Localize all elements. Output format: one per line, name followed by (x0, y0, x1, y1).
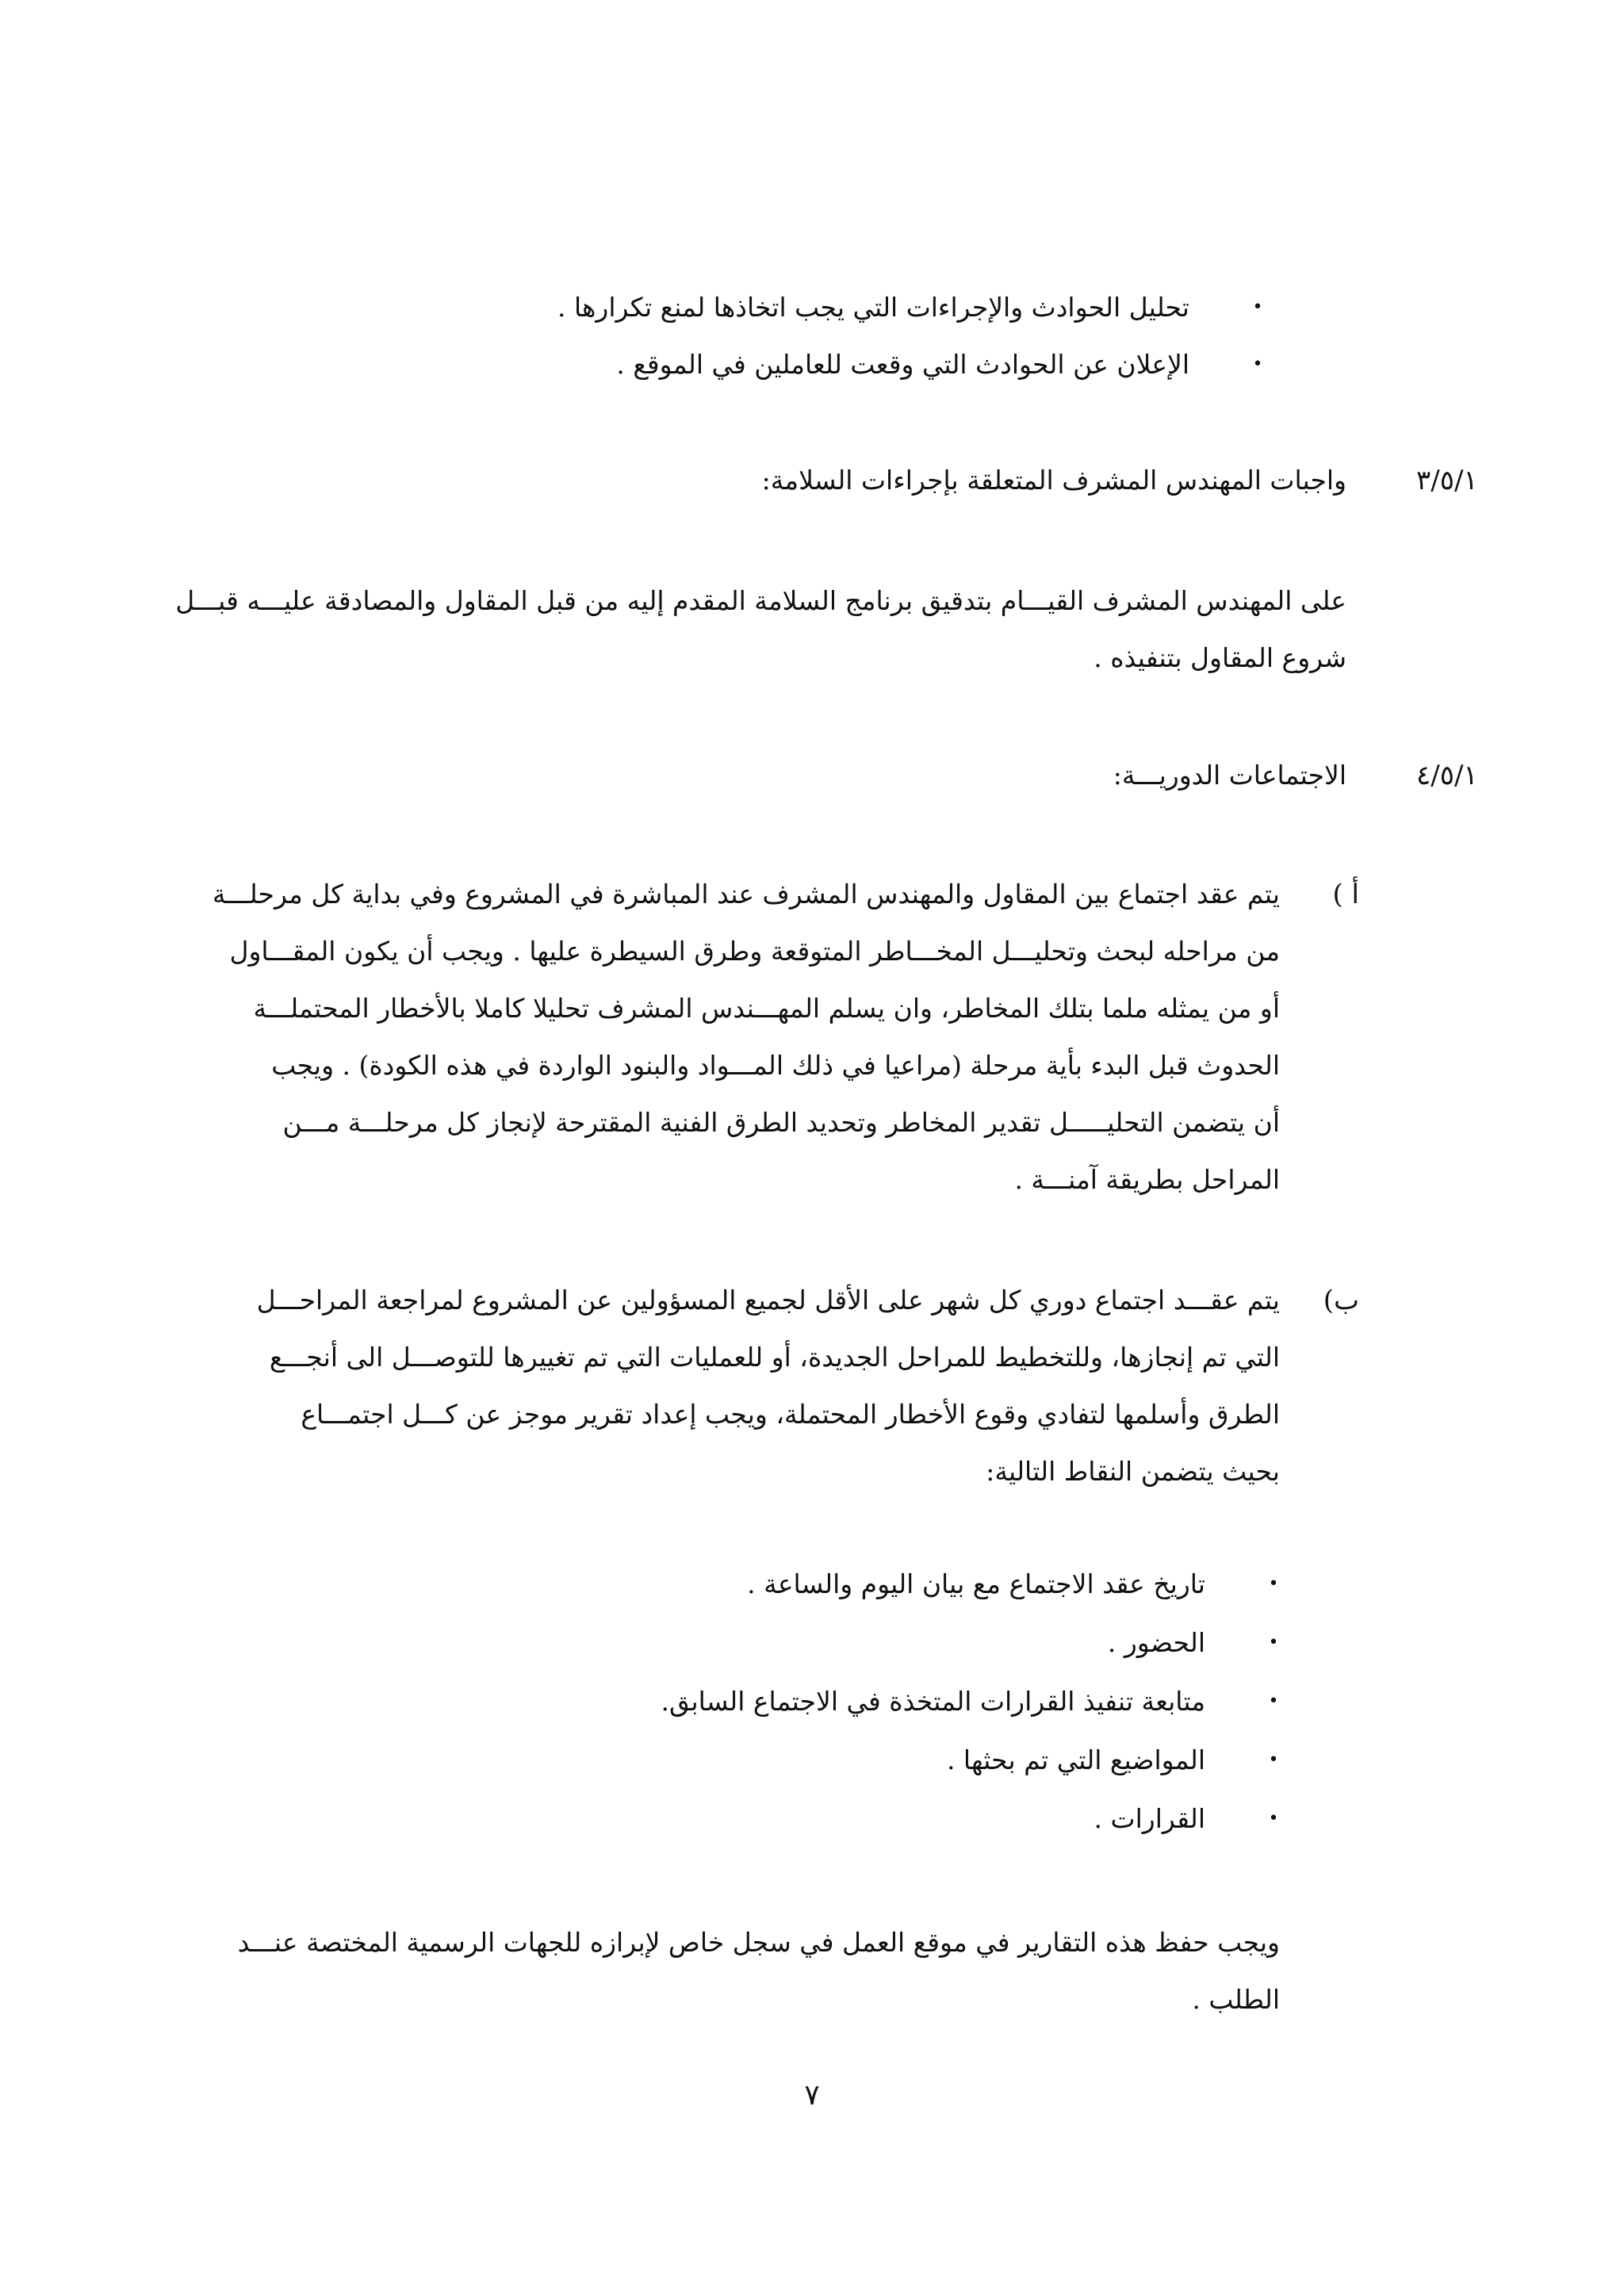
bullet-text: الإعلان عن الحوادث التي وقعت للعاملين في الموقع . (616, 349, 1189, 380)
paragraph-line: من مراحله لبحث وتحليـــل المخـــاطر المتوقعة وطرق السيطرة عليها . ويجب أن يكون المقـــاول (229, 936, 1280, 967)
bullet-dot: • (1268, 1750, 1279, 1770)
bullet-dot: • (1252, 297, 1263, 317)
bullet-dot: • (1268, 1809, 1279, 1829)
section-number: ٣/٥/١ (1416, 465, 1478, 496)
bullet-text: تحليل الحوادث والإجراءات التي يجب اتخاذها لمنع تكرارها . (557, 292, 1189, 323)
paragraph-line: شروع المقاول بتنفيذه . (1094, 642, 1346, 673)
bullet-dot: • (1252, 354, 1263, 374)
item-marker-b: ب) (1323, 1285, 1359, 1316)
item-marker-a: أ ) (1332, 879, 1359, 910)
paragraph-line: أن يتضمن التحليـــــل تقدير المخاطر وتحديد الطرق الفنية المقترحة لإنجاز كل مرحلـــة مـــن (282, 1107, 1280, 1138)
section-heading: الاجتماعات الدوريـــة: (1113, 760, 1346, 791)
section-number: ٤/٥/١ (1416, 760, 1478, 791)
paragraph-line: على المهندس المشرف القيـــام بتدقيق برنامج السلامة المقدم إليه من قبل المقاول والمصادقة عليـــه قبـــل (175, 585, 1346, 616)
paragraph-line: الطلب . (1192, 1984, 1280, 2015)
bullet-dot: • (1268, 1574, 1279, 1594)
paragraph-line: يتم عقد اجتماع بين المقاول والمهندس المشرف عند المباشرة في المشروع وفي بداية كل مرحلـــة (212, 879, 1280, 910)
section-heading: واجبات المهندس المشرف المتعلقة بإجراءات السلامة: (761, 465, 1346, 496)
bullet-text: الحضور . (1107, 1627, 1205, 1658)
paragraph-line: الطرق وأسلمها لتفادي وقوع الأخطار المحتملة، ويجب إعداد تقرير موجز عن كـــل اجتمـــاع (301, 1399, 1280, 1430)
paragraph-line: بحيث يتضمن النقاط التالية: (986, 1456, 1280, 1487)
paragraph-line: الحدوث قبل البدء بأية مرحلة (مراعيا في ذلك المـــواد والبنود الواردة في هذه الكودة) . ويجب (271, 1050, 1280, 1081)
bullet-text: متابعة تنفيذ القرارات المتخذة في الاجتماع السابق. (661, 1686, 1205, 1717)
paragraph-line: ويجب حفظ هذه التقارير في موقع العمل في سجل خاص لإبرازه للجهات الرسمية المختصة عنـــد (237, 1927, 1280, 1958)
bullet-dot: • (1268, 1691, 1279, 1711)
bullet-text: تاريخ عقد الاجتماع مع بيان اليوم والساعة . (747, 1568, 1205, 1599)
bullet-text: المواضيع التي تم بحثها . (946, 1744, 1205, 1775)
page-number: ٧ (804, 2079, 820, 2112)
bullet-dot: • (1268, 1633, 1279, 1653)
paragraph-line: التي تم إنجازها، وللتخطيط للمراحل الجديدة، أو للعمليات التي تم تغييرها للتوصـــل الى أنجـــع (269, 1342, 1280, 1373)
paragraph-line: المراحل بطريقة آمنـــة . (1014, 1164, 1280, 1195)
bullet-text: القرارات . (1094, 1803, 1205, 1834)
paragraph-line: يتم عقـــد اجتماع دوري كل شهر على الأقل لجميع المسؤولين عن المشروع لمراجعة المراحـــل (256, 1285, 1280, 1316)
paragraph-line: أو من يمثله ملما بتلك المخاطر، وان يسلم المهـــندس المشرف تحليلا كاملا بالأخطار المحتملـــة (253, 993, 1280, 1024)
